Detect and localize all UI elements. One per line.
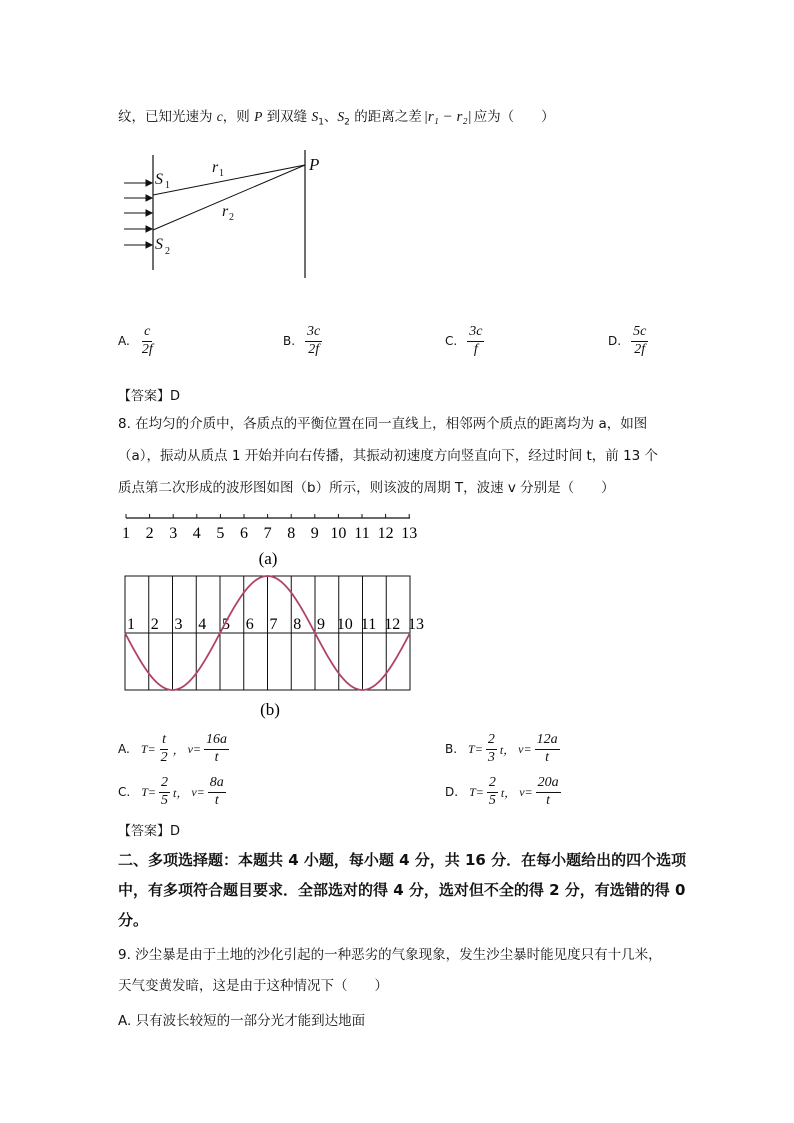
fraction-denominator: 5: [488, 792, 496, 808]
fraction-numerator: 20a: [536, 776, 561, 793]
q9-stem-line1: 9. 沙尘暴是由于土地的沙化引起的一种恶劣的气象现象，发生沙尘暴时能见度只有十几米，: [118, 947, 662, 963]
speed-label: v=: [191, 784, 205, 799]
speed-label: v=: [519, 784, 533, 799]
fraction-numerator: 3c: [305, 325, 322, 342]
period-fraction: [487, 776, 498, 808]
fraction-denominator: t: [546, 792, 551, 808]
q7-abs-expression: |r₁ − r₂|: [423, 109, 472, 125]
q7-var-c: c: [216, 109, 223, 124]
q7-var-s2: S: [337, 109, 345, 124]
fraction-numerator: 8a: [208, 776, 226, 793]
particle-number-label: 13: [401, 525, 418, 542]
particle-label: 11: [360, 616, 377, 633]
speed-fraction: [208, 776, 226, 808]
speed-label: v=: [518, 741, 532, 756]
particle-number-label: 5: [216, 525, 225, 542]
fraction-denominator: t: [545, 749, 550, 765]
q7-option-c[interactable]: [445, 325, 484, 357]
q7-answer: 【答案】D: [118, 389, 181, 404]
s2-subscript: 2: [165, 246, 170, 257]
fraction-numerator: 16a: [204, 733, 229, 750]
option-letter: A.: [118, 334, 130, 349]
q8-option-a[interactable]: [118, 733, 229, 765]
figure-b-waveform: [116, 570, 426, 720]
fraction-numerator: 2: [487, 776, 498, 793]
option-fraction: [631, 325, 648, 357]
particle-label: 6: [245, 616, 254, 633]
particle-number-label: 10: [330, 525, 347, 542]
particle-label: 2: [150, 616, 159, 633]
q8-stem-line1: 8. 在均匀的介质中，各质点的平衡位置在同一直线上，相邻两个质点的距离均为 a，如图: [118, 416, 648, 432]
particle-label: 1: [127, 616, 135, 633]
particle-number-label: 3: [169, 525, 178, 542]
q7-var-s1: S: [311, 109, 319, 124]
r1-subscript: 1: [219, 168, 224, 179]
fraction-denominator: 3: [487, 749, 495, 765]
option-letter: B.: [283, 334, 296, 349]
fraction-numerator: 12a: [535, 733, 560, 750]
fraction-denominator: t: [214, 792, 219, 808]
q8-option-c[interactable]: [118, 776, 226, 808]
q7-option-a[interactable]: [118, 325, 155, 357]
figure-a-caption: (a): [258, 549, 278, 568]
period-fraction: [486, 733, 497, 765]
fraction-numerator: 2: [486, 733, 497, 750]
incoming-light-arrows: [124, 180, 152, 248]
particle-label: 12: [384, 616, 401, 633]
particle-label: 5: [222, 616, 230, 633]
q7-option-b[interactable]: [283, 325, 322, 357]
q7-stem-text: 的距离之差: [349, 109, 422, 125]
fraction-denominator: 2f: [308, 341, 320, 357]
particle-number-label: 4: [192, 525, 201, 542]
option-fraction: [467, 325, 484, 357]
option-letter: C.: [445, 334, 458, 349]
period-suffix: t，: [499, 742, 516, 757]
q9-stem-line2: 天气变黄发暗，这是由于这种情况下（ ）: [118, 978, 388, 994]
option-letter: D.: [445, 785, 459, 800]
period-label: T=: [140, 741, 156, 756]
q8-stem-line2: （a），振动从质点 1 开始并向右传播，其振动初速度方向竖直向下，经过时间 t，前 13 个: [118, 448, 659, 464]
period-suffix: t，: [500, 785, 517, 800]
particle-label: 4: [198, 616, 207, 633]
r1-label: r: [212, 159, 219, 176]
fraction-numerator: t: [160, 733, 168, 750]
particle-label: 7: [269, 616, 278, 633]
option-fraction: [305, 325, 322, 357]
fraction-numerator: 5c: [631, 325, 648, 342]
period-label: T=: [141, 784, 156, 799]
s1-label: S: [155, 171, 163, 188]
particle-label: 13: [408, 616, 424, 633]
q8-option-d[interactable]: [445, 776, 561, 808]
particle-number-label: 7: [263, 525, 272, 542]
fraction-denominator: f: [473, 341, 478, 357]
option-fraction: [140, 325, 155, 357]
fraction-numerator: 3c: [467, 325, 484, 342]
s2-label: S: [155, 236, 163, 253]
r1-path: [153, 165, 305, 195]
option-letter: B.: [445, 742, 458, 757]
q7-var-p: P: [254, 109, 263, 124]
q7-stem-text: 应为（ ）: [473, 109, 555, 125]
q7-stem-text: 到双缝: [262, 109, 312, 125]
particle-number-label: 1: [122, 525, 130, 542]
fraction-numerator: 2: [159, 776, 170, 793]
period-label: T=: [468, 741, 483, 756]
particle-label: 3: [174, 616, 183, 633]
s1-subscript: 1: [165, 180, 170, 191]
fraction-denominator: t: [214, 749, 219, 765]
figure-a-particle-line: [116, 508, 426, 572]
fraction-denominator: 2f: [634, 341, 646, 357]
speed-label: v=: [187, 741, 202, 756]
fraction-denominator: 2: [160, 749, 168, 765]
period-label: T=: [469, 784, 484, 799]
speed-fraction: [536, 776, 561, 808]
p-label: P: [309, 155, 320, 174]
period-fraction: [159, 776, 170, 808]
speed-fraction: [204, 733, 229, 765]
q7-stem-text: 纹，已知光速为: [118, 109, 217, 125]
particle-label: 9: [317, 616, 325, 633]
double-slit-diagram: [118, 150, 338, 282]
particle-number-label: 9: [310, 525, 319, 542]
period-fraction: [159, 733, 170, 765]
option-letter: C.: [118, 785, 131, 800]
q7-sub: 1: [318, 117, 324, 128]
q7-stem-text: 、: [323, 109, 338, 125]
fraction-numerator: c: [142, 325, 152, 342]
particle-number-label: 12: [377, 525, 394, 542]
period-suffix: t，: [172, 785, 189, 800]
option-letter: D.: [608, 334, 622, 349]
section-2-heading: 二、多项选择题：本题共 4 小题，每小题 4 分，共 16 分．在每小题给出的四个选项中，有多项符合题目要求．全部选对的得 4 分，选对但不全的得 2 分，有选错的得 0 分。: [118, 851, 687, 929]
q8-option-b[interactable]: [445, 733, 560, 765]
period-suffix: ，: [172, 742, 185, 757]
particle-number-label: 2: [145, 525, 154, 542]
particle-label: 10: [336, 616, 353, 633]
r2-subscript: 2: [229, 212, 234, 223]
figure-b-caption: (b): [260, 700, 280, 719]
q7-sub: 2: [344, 117, 350, 128]
q7-stem-line: [118, 108, 555, 132]
fraction-denominator: 5: [160, 792, 168, 808]
q8-answer: 【答案】D: [118, 824, 181, 839]
q8-stem-line3: 质点第二次形成的波形图如图（b）所示，则该波的周期 T，波速 v 分别是（ ）: [118, 480, 615, 496]
q7-stem-text: ，则: [222, 109, 255, 125]
particle-number-label: 11: [354, 525, 370, 542]
r2-label: r: [222, 203, 229, 220]
speed-fraction: [535, 733, 560, 765]
q9-option-a[interactable]: A. 只有波长较短的一部分光才能到达地面: [118, 1013, 366, 1029]
particle-label: 8: [293, 616, 302, 633]
q7-option-d[interactable]: [608, 325, 648, 357]
particle-number-label: 6: [240, 525, 248, 542]
fraction-denominator: 2f: [141, 341, 153, 357]
option-letter: A.: [118, 742, 130, 757]
particle-number-label: 8: [287, 525, 296, 542]
